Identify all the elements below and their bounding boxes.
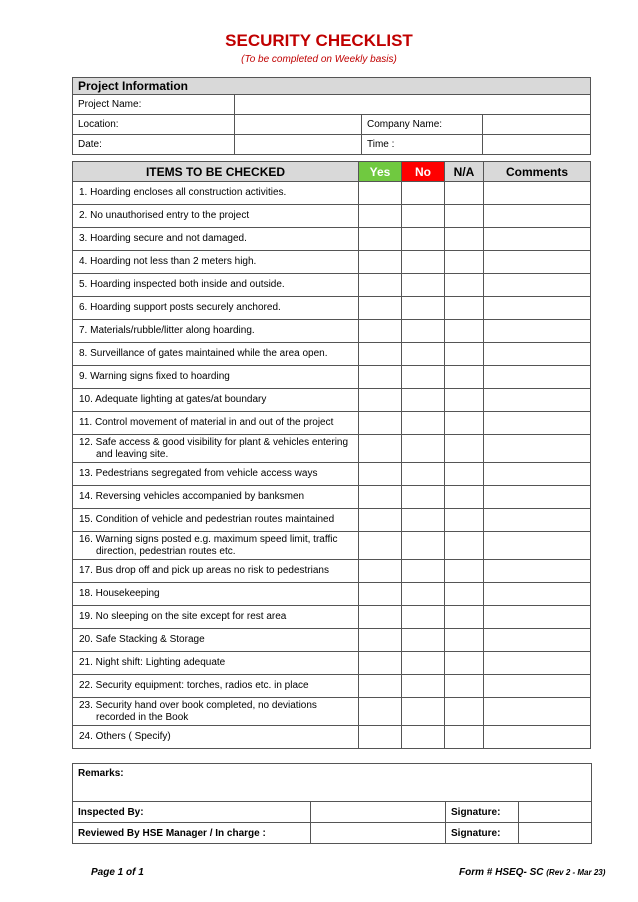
no-cell[interactable] <box>402 486 445 509</box>
checklist-row <box>73 532 591 560</box>
checklist-item-text <box>73 389 359 412</box>
na-cell[interactable] <box>445 629 484 652</box>
comments-cell[interactable] <box>484 606 591 629</box>
yes-cell[interactable] <box>359 560 402 583</box>
checklist-item-text <box>73 366 359 389</box>
comments-header: Comments <box>484 162 591 182</box>
project-name-label: Project Name: <box>73 95 235 115</box>
checklist-item-text <box>73 205 359 228</box>
yes-cell[interactable] <box>359 366 402 389</box>
checklist-row <box>73 509 591 532</box>
no-cell[interactable] <box>402 675 445 698</box>
no-cell[interactable] <box>402 343 445 366</box>
no-cell[interactable] <box>402 509 445 532</box>
remarks-label: Remarks: <box>78 768 124 779</box>
yes-cell[interactable] <box>359 251 402 274</box>
comments-cell[interactable] <box>484 652 591 675</box>
na-cell[interactable] <box>445 251 484 274</box>
comments-cell[interactable] <box>484 389 591 412</box>
checklist-row <box>73 366 591 389</box>
na-cell[interactable] <box>445 675 484 698</box>
project-info-table <box>72 77 591 155</box>
checklist-item-line1: 15. Condition of vehicle and pedestrian routes maintained <box>79 514 335 525</box>
location-label: Location: <box>73 115 235 135</box>
na-cell[interactable] <box>445 366 484 389</box>
yes-cell[interactable] <box>359 205 402 228</box>
checklist-row <box>73 182 591 205</box>
checklist-item-line1: 17. Bus drop off and pick up areas no risk to pedestrians <box>79 565 329 576</box>
na-cell[interactable] <box>445 509 484 532</box>
yes-cell[interactable] <box>359 606 402 629</box>
checklist-item-text <box>73 509 359 532</box>
na-cell[interactable] <box>445 606 484 629</box>
form-code: Form # HSEQ- SC <box>459 867 544 878</box>
na-cell[interactable] <box>445 435 484 463</box>
items-header: ITEMS TO BE CHECKED <box>73 162 359 182</box>
na-cell[interactable] <box>445 652 484 675</box>
inspected-by-field[interactable] <box>311 802 446 823</box>
comments-cell[interactable] <box>484 228 591 251</box>
yes-cell[interactable] <box>359 698 402 726</box>
comments-cell[interactable] <box>484 343 591 366</box>
comments-cell[interactable] <box>484 532 591 560</box>
checklist-row <box>73 675 591 698</box>
na-cell[interactable] <box>445 532 484 560</box>
checklist-item-line1: 24. Others ( Specify) <box>79 731 171 742</box>
comments-cell[interactable] <box>484 486 591 509</box>
comments-cell[interactable] <box>484 320 591 343</box>
na-cell[interactable] <box>445 274 484 297</box>
no-cell[interactable] <box>402 606 445 629</box>
comments-cell[interactable] <box>484 583 591 606</box>
time-field[interactable] <box>483 135 591 155</box>
yes-cell[interactable] <box>359 228 402 251</box>
checklist-row <box>73 320 591 343</box>
checklist-table <box>72 161 591 749</box>
checklist-item-text <box>73 726 359 749</box>
checklist-row <box>73 629 591 652</box>
comments-cell[interactable] <box>484 726 591 749</box>
checklist-item-line1: 7. Materials/rubble/litter along hoarding. <box>79 325 255 336</box>
na-header: N/A <box>445 162 484 182</box>
yes-cell[interactable] <box>359 509 402 532</box>
checklist-item-line1: 14. Reversing vehicles accompanied by banksmen <box>79 491 305 502</box>
checklist-row <box>73 228 591 251</box>
na-cell[interactable] <box>445 698 484 726</box>
comments-cell[interactable] <box>484 366 591 389</box>
na-cell[interactable] <box>445 389 484 412</box>
checklist-item-text <box>73 297 359 320</box>
checklist-item-text <box>73 274 359 297</box>
checklist-item-line1: 23. Security hand over book completed, no deviations <box>79 699 317 711</box>
checklist-row <box>73 463 591 486</box>
checklist-item-line1: 22. Security equipment: torches, radios etc. in place <box>79 680 309 691</box>
checklist-item-line1: 20. Safe Stacking & Storage <box>79 634 205 645</box>
comments-cell[interactable] <box>484 675 591 698</box>
checklist-item-line1: 8. Surveillance of gates maintained while the area open. <box>79 348 328 359</box>
checklist-row <box>73 412 591 435</box>
na-cell[interactable] <box>445 205 484 228</box>
no-cell[interactable] <box>402 652 445 675</box>
yes-cell[interactable] <box>359 274 402 297</box>
yes-cell[interactable] <box>359 463 402 486</box>
checklist-item-line1: 1. Hoarding encloses all construction activities. <box>79 187 287 198</box>
checklist-item-line1: 3. Hoarding secure and not damaged. <box>79 233 247 244</box>
yes-cell[interactable] <box>359 652 402 675</box>
company-name-field[interactable] <box>483 115 591 135</box>
checklist-item-line1: 11. Control movement of material in and out of the project <box>79 417 334 428</box>
yes-cell[interactable] <box>359 343 402 366</box>
na-cell[interactable] <box>445 228 484 251</box>
comments-cell[interactable] <box>484 251 591 274</box>
comments-cell[interactable] <box>484 274 591 297</box>
checklist-item-line2: direction, pedestrian routes etc. <box>96 545 236 557</box>
checklist-item-text <box>73 412 359 435</box>
na-cell[interactable] <box>445 583 484 606</box>
checklist-row <box>73 389 591 412</box>
comments-cell[interactable] <box>484 560 591 583</box>
no-cell[interactable] <box>402 389 445 412</box>
na-cell[interactable] <box>445 343 484 366</box>
project-info-heading: Project Information <box>73 78 591 95</box>
checklist-item-text <box>73 560 359 583</box>
na-cell[interactable] <box>445 297 484 320</box>
checklist-item-text <box>73 532 359 560</box>
no-header: No <box>402 162 445 182</box>
yes-cell[interactable] <box>359 389 402 412</box>
signature-label-1: Signature: <box>446 802 519 823</box>
signoff-table <box>72 763 592 844</box>
yes-cell[interactable] <box>359 435 402 463</box>
checklist-item-text <box>73 629 359 652</box>
inspected-by-label: Inspected By: <box>73 802 311 823</box>
checklist-row <box>73 205 591 228</box>
checklist-item-line1: 18. Housekeeping <box>79 588 160 599</box>
checklist-item-line2: recorded in the Book <box>96 711 189 723</box>
checklist-item-line1: 9. Warning signs fixed to hoarding <box>79 371 230 382</box>
no-cell[interactable] <box>402 726 445 749</box>
checklist-item-line1: 12. Safe access & good visibility for plant & vehicles entering <box>79 436 349 448</box>
checklist-item-line1: 13. Pedestrians segregated from vehicle access ways <box>79 468 318 479</box>
na-cell[interactable] <box>445 463 484 486</box>
checklist-item-text <box>73 606 359 629</box>
checklist-item-text <box>73 675 359 698</box>
checklist-item-line1: 10. Adequate lighting at gates/at boundary <box>79 394 267 405</box>
yes-cell[interactable] <box>359 583 402 606</box>
checklist-item-line2: and leaving site. <box>96 448 169 460</box>
na-cell[interactable] <box>445 320 484 343</box>
yes-cell[interactable] <box>359 532 402 560</box>
checklist-row <box>73 435 591 463</box>
yes-cell[interactable] <box>359 675 402 698</box>
location-field[interactable] <box>235 115 362 135</box>
reviewed-by-label: Reviewed By HSE Manager / In charge : <box>73 823 311 844</box>
comments-cell[interactable] <box>484 205 591 228</box>
checklist-item-line1: 2. No unauthorised entry to the project <box>79 210 250 221</box>
yes-cell[interactable] <box>359 182 402 205</box>
yes-header: Yes <box>359 162 402 182</box>
na-cell[interactable] <box>445 726 484 749</box>
na-cell[interactable] <box>445 412 484 435</box>
no-cell[interactable] <box>402 435 445 463</box>
checklist-item-text <box>73 463 359 486</box>
checklist-row <box>73 560 591 583</box>
comments-cell[interactable] <box>484 412 591 435</box>
form-revision: (Rev 2 - Mar 23) <box>546 868 606 877</box>
page-subtitle: (To be completed on Weekly basis) <box>241 54 397 65</box>
checklist-item-line1: 16. Warning signs posted e.g. maximum speed limit, traffic <box>79 533 338 545</box>
signature-field-1[interactable] <box>519 802 592 823</box>
comments-cell[interactable] <box>484 698 591 726</box>
checklist-row <box>73 726 591 749</box>
checklist-row <box>73 297 591 320</box>
no-cell[interactable] <box>402 274 445 297</box>
na-cell[interactable] <box>445 182 484 205</box>
checklist-row <box>73 606 591 629</box>
company-name-label: Company Name: <box>362 115 483 135</box>
no-cell[interactable] <box>402 205 445 228</box>
project-name-field[interactable] <box>235 95 591 115</box>
na-cell[interactable] <box>445 560 484 583</box>
no-cell[interactable] <box>402 463 445 486</box>
checklist-item-text <box>73 251 359 274</box>
no-cell[interactable] <box>402 560 445 583</box>
no-cell[interactable] <box>402 583 445 606</box>
yes-cell[interactable] <box>359 297 402 320</box>
checklist-item-line1: 6. Hoarding support posts securely anchored. <box>79 302 281 313</box>
checklist-item-text <box>73 698 359 726</box>
checklist-item-line1: 19. No sleeping on the site except for rest area <box>79 611 287 622</box>
checklist-item-text <box>73 228 359 251</box>
checklist-item-line1: 5. Hoarding inspected both inside and outside. <box>79 279 285 290</box>
remarks-field[interactable] <box>73 764 592 802</box>
yes-cell[interactable] <box>359 412 402 435</box>
checklist-item-text <box>73 182 359 205</box>
no-cell[interactable] <box>402 366 445 389</box>
checklist-item-text <box>73 486 359 509</box>
no-cell[interactable] <box>402 182 445 205</box>
yes-cell[interactable] <box>359 726 402 749</box>
checklist-row <box>73 274 591 297</box>
no-cell[interactable] <box>402 532 445 560</box>
checklist-row <box>73 251 591 274</box>
comments-cell[interactable] <box>484 182 591 205</box>
checklist-row <box>73 652 591 675</box>
comments-cell[interactable] <box>484 435 591 463</box>
date-label: Date: <box>73 135 235 155</box>
checklist-item-text <box>73 343 359 366</box>
signature-field-2[interactable] <box>519 823 592 844</box>
checklist-row <box>73 486 591 509</box>
page-number: Page 1 of 1 <box>91 867 144 878</box>
checklist-item-text <box>73 583 359 606</box>
time-label: Time : <box>362 135 483 155</box>
yes-cell[interactable] <box>359 320 402 343</box>
reviewed-by-field[interactable] <box>311 823 446 844</box>
no-cell[interactable] <box>402 698 445 726</box>
date-field[interactable] <box>235 135 362 155</box>
checklist-item-line1: 4. Hoarding not less than 2 meters high. <box>79 256 257 267</box>
checklist-item-line1: 21. Night shift: Lighting adequate <box>79 657 226 668</box>
checklist-row <box>73 698 591 726</box>
checklist-item-text <box>73 320 359 343</box>
comments-cell[interactable] <box>484 297 591 320</box>
no-cell[interactable] <box>402 629 445 652</box>
yes-cell[interactable] <box>359 486 402 509</box>
no-cell[interactable] <box>402 251 445 274</box>
checklist-row <box>73 583 591 606</box>
comments-cell[interactable] <box>484 509 591 532</box>
no-cell[interactable] <box>402 320 445 343</box>
comments-cell[interactable] <box>484 629 591 652</box>
checklist-item-text <box>73 435 359 463</box>
signature-label-2: Signature: <box>446 823 519 844</box>
checklist-row <box>73 343 591 366</box>
no-cell[interactable] <box>402 228 445 251</box>
no-cell[interactable] <box>402 297 445 320</box>
no-cell[interactable] <box>402 412 445 435</box>
comments-cell[interactable] <box>484 463 591 486</box>
yes-cell[interactable] <box>359 629 402 652</box>
page-title: SECURITY CHECKLIST <box>225 31 413 50</box>
form-number <box>459 867 605 878</box>
na-cell[interactable] <box>445 486 484 509</box>
checklist-item-text <box>73 652 359 675</box>
